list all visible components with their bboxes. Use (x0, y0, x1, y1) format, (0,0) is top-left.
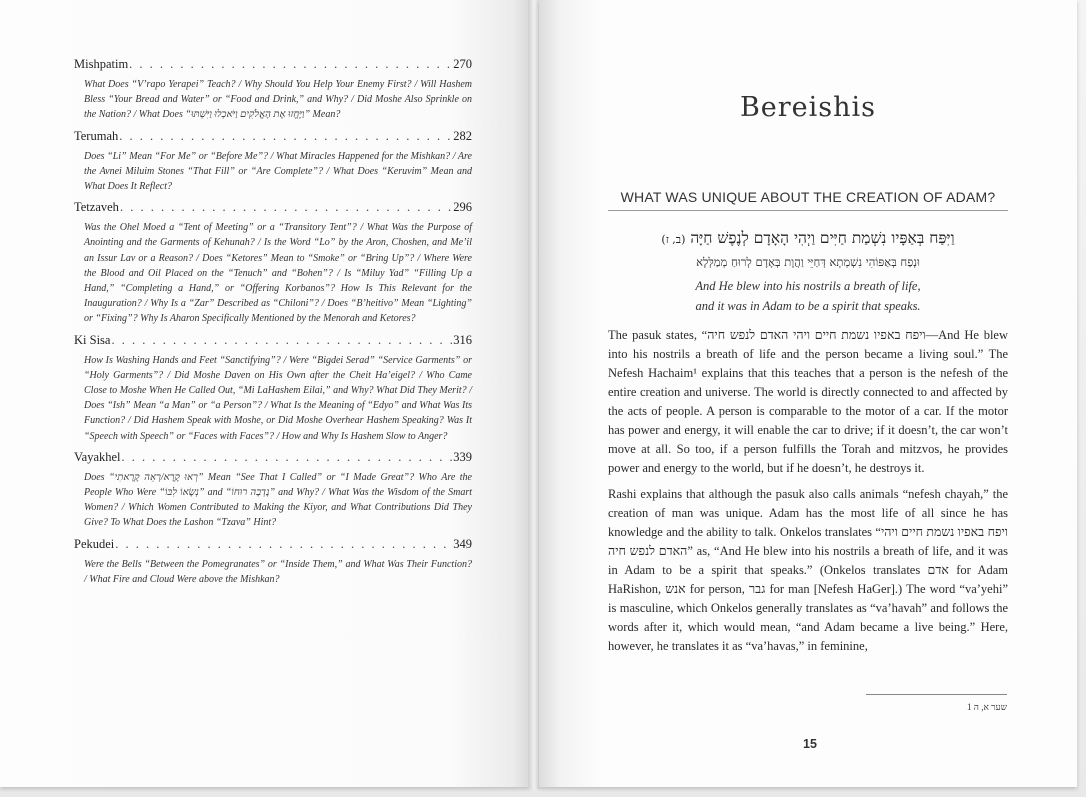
toc-title: Terumah (74, 128, 119, 143)
footnote-number: 1 (967, 702, 972, 712)
toc-title: Pekudei (74, 536, 115, 551)
verse-translation-line: and it was in Adam to be a spirit that speaks. (695, 299, 921, 313)
toc-description: Was the Ohel Moed a “Tent of Meeting” or a “Transitory Tent”? / What Was the Purpose of Anointing and the Garments of Kehunah? / Is the Word “Lo” by the Aron, Choshen, and Me’il an Issur Lav or a Reason? / Does “Ketores” Mean to “Smoke” or “Bring Up”? / Where Were the Blood and Oil Placed on the “Tenuch” and “Bohen”? / Is “Miluy Yad” “Filling Up a Hand,” “Completing a Hand,” or “Offering Korbanos”? How Is This Relevant for the Inauguration? / Why Is a “Zar” Described as “Chiloni”? / Does “B’heitivo” Mean “Lighting” or “Fixing”? Why Is Aharon Specifically Mentioned by the Menorah and Ketores? (84, 222, 472, 325)
toc-page-number: 296 (453, 200, 472, 215)
toc-leader-dots (119, 128, 452, 145)
toc-page-number: 270 (453, 57, 472, 71)
toc-title: Mishpatim (74, 57, 129, 71)
page-number: 15 (803, 737, 817, 751)
toc-title: Ki Sisa (74, 332, 111, 347)
toc-leader-dots (111, 332, 452, 349)
toc-description: How Is Washing Hands and Feet “Sanctifying”? / Were “Bigdei Serad” “Service Garments” or “Holy Garments”? / Did Moshe Daven on His Own after the Cheit Ha’eigel? / Who Came Close to Moshe When He Called Out, “Mi LaHashem Eilai,” and Why? What Did They Merit? / Does “Ish” Mean “a Man” or “a Person”? / What Is the Meaning of “Edyo” and What Was Its Function? / Did Hashem Speak with Moshe, or Did Moshe Overhear Hashem Speaking? Was It “Speech with Speech” or “Faces with Faces”? / How and Why Is Hashem Slow to Anger? (84, 354, 472, 442)
toc-page-number: 282 (453, 128, 472, 143)
table-of-contents (74, 56, 472, 592)
toc-leader-dots (122, 449, 453, 466)
toc-leader-dots (129, 56, 452, 73)
verse-translation (608, 276, 1008, 316)
verse-reference: (ב, ז) (661, 233, 686, 246)
verse-translation-line: And He blew into his nostrils a breath of life, (695, 279, 921, 293)
section-heading: WHAT WAS UNIQUE ABOUT THE CREATION OF ADAM? (608, 189, 1008, 211)
toc-entry-vayakhel (74, 449, 472, 531)
verse-aramaic: וּנְפַח בְּאַפּוֹהִי נִשְׁמְתָא דְּחַיֵּי וַהֲוָת בְּאָדָם לְרוּחַ מְמַלְּלָא (696, 255, 920, 269)
toc-title: Tetzaveh (74, 200, 119, 215)
footnote-divider (866, 694, 1007, 695)
body-text (608, 326, 1008, 663)
toc-entry-mishpatim (74, 56, 472, 123)
verse-hebrew (608, 226, 1008, 252)
toc-page-number: 339 (453, 449, 472, 464)
toc-title: Vayakhel (74, 449, 121, 464)
toc-description: Does “Li” Mean “For Me” or “Before Me”? / What Miracles Happened for the Mishkan? / Are the Avnei Miluim Stones “That Fill” or “Are Complete”? / What Does “Keruvim” Mean and What Does It Reflect? (84, 150, 472, 193)
toc-leader-dots (120, 199, 452, 216)
verse-block (608, 226, 1008, 316)
footnote (866, 702, 1007, 712)
toc-page-number: 316 (453, 332, 472, 347)
toc-description: Does “רְאוּ קָרָא/רְאֵה קָרָאתִי” Mean “See That I Called” or “I Made Great”? Who Are the People Who Were “נְשָׂאוֹ לִבּוֹ” and “נָדְבָה רוּחוֹ” and Why? / What Was the Wisdom of the Smart Women? / Which Women Contributed to Making the Kiyor, and What Contributions Did They Give? To What Does the Lashon “Tzava” Hint? (84, 471, 473, 529)
body-paragraph: The pasuk states, “ויפח באפיו נשמת חיים ויהי האדם לנפש חיה—And He blew into his nostrils a breath of life and the person became a living soul.” The Nefesh Hachaim¹ explains that this teaches that a person is the nefesh of the entire creation and universe. The world is directly connected to and affected by the acts of people. A person is comparable to the motor of a car. If the motor has power and energy, it will enable the car to drive; if it doesn’t, the car won’t move at all. So too, if a person fulfills the Torah and mitzvos, he provides power and energy to the world, but if he doesn’t, he destroys it. (608, 328, 1008, 475)
toc-entry-ki-sisa (74, 332, 472, 444)
toc-entry-tetzaveh (74, 199, 472, 326)
toc-entry-pekudei (74, 536, 472, 587)
toc-page-number: 349 (453, 536, 472, 551)
toc-description: What Does “V’rapo Yerapei” Teach? / Why Should You Help Your Enemy First? / Will Hashem Bless “Your Bread and Water” or “Food and Drink,” and Why? / Did Moshe Also Sprinkle on the Nation? / What Does “וַיֶּחֱזוּ אֶת הָאֱלֹקִים וַיֹּאכְלוּ וַיִּשְׁתּוּ” Mean? (84, 79, 472, 121)
toc-entry-terumah (74, 128, 472, 195)
verse-hebrew-text: וַיִּפַּח בְּאַפָּיו נִשְׁמַת חַיִּים וַיְהִי הָאָדָם לְנֶפֶשׁ חַיָּה (690, 229, 955, 247)
footnote-text: שער א, ה (973, 702, 1007, 712)
toc-leader-dots (115, 536, 452, 553)
chapter-title: Bereishis (739, 92, 877, 124)
toc-description: Were the Bells “Between the Pomegranates” or “Inside Them,” and What Was Their Function? / What Fire and Cloud Were above the Mishkan? (84, 558, 472, 585)
body-paragraph: Rashi explains that although the pasuk also calls animals “nefesh chayah,” the creation of man was unique. Adam has the most life of all since he has knowledge and the ability to talk. Onkelos translates “ויפח באפיו נשמת חיים ויהי האדם לנפש חיה” as, “And He blew into his nostrils a breath of life, and it was in Adam to be a spirit that speaks.” (Onkelos translates אדם for Adam HaRishon, אנש for person, גבר for man [Nefesh HaGer].) The word “va’yehi” is masculine, which Onkelos generally translates as “va’havah” and follows the words after it, which would mean, “and Adam became a live being.” Here, however, he translates it as “va’havas,” in feminine, (608, 487, 1009, 653)
